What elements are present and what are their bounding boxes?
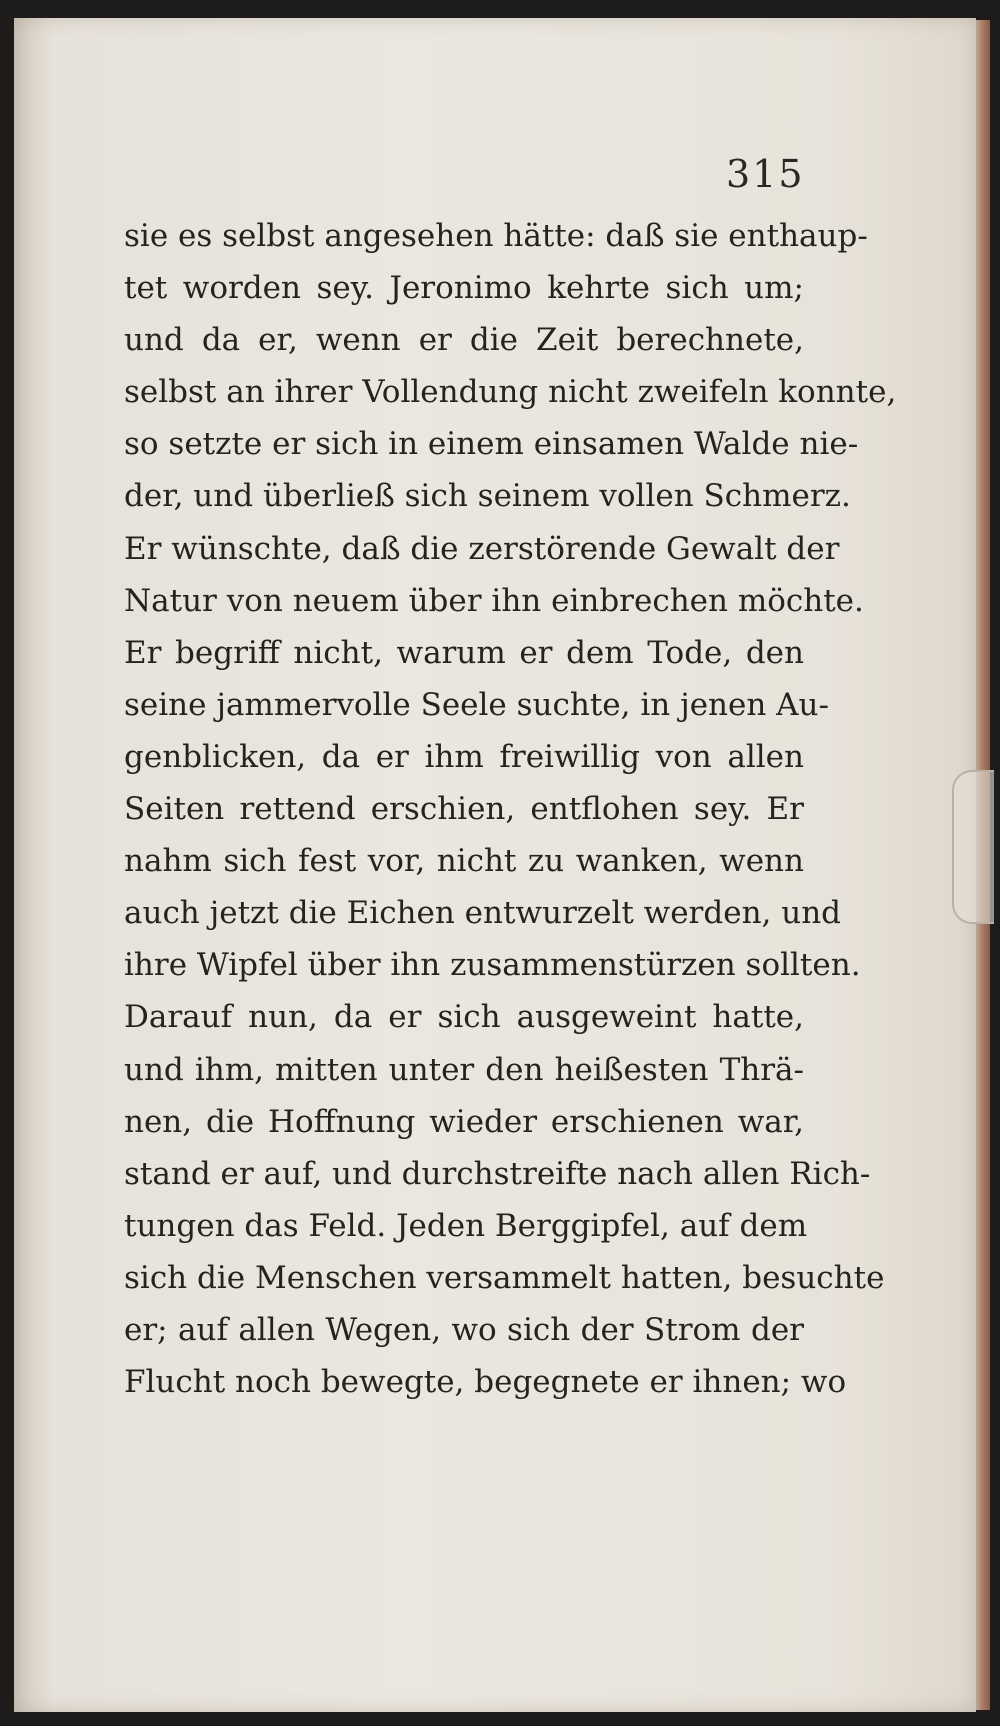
body-text xyxy=(124,210,897,1408)
text-line: tet worden sey. Jeronimo kehrte sich um; xyxy=(124,270,804,307)
text-line: der, und überließ sich seinem vollen Schmerz. xyxy=(124,478,851,515)
text-line: so setzte er sich in einem einsamen Walde nie- xyxy=(124,426,859,463)
text-line: Er wünschte, daß die zerstörende Gewalt der xyxy=(124,530,840,567)
text-line: genblicken, da er ihm freiwillig von allen xyxy=(124,738,804,775)
text-line: seine jammervolle Seele suchte, in jenen Au- xyxy=(124,686,829,723)
text-line: und da er, wenn er die Zeit berechnete, xyxy=(124,322,804,359)
text-line: Darauf nun, da er sich ausgeweint hatte, xyxy=(124,999,804,1036)
text-line: Er begriff nicht, warum er dem Tode, den xyxy=(124,634,804,671)
text-line: stand er auf, und durchstreifte nach allen Rich- xyxy=(124,1155,871,1192)
text-line: ihre Wipfel über ihn zusammenstürzen sollten. xyxy=(124,947,861,984)
text-line: Seiten rettend erschien, entflohen sey. Er xyxy=(124,791,804,828)
text-line: sich die Menschen versammelt hatten, besuchte xyxy=(124,1259,885,1296)
text-line: selbst an ihrer Vollendung nicht zweifeln konnte, xyxy=(124,374,897,411)
text-line: Flucht noch bewegte, begegnete er ihnen; wo xyxy=(124,1364,847,1401)
text-line: und ihm, mitten unter den heißesten Thrä- xyxy=(124,1051,804,1088)
page-number: 315 xyxy=(726,152,805,196)
text-line: nen, die Hoffnung wieder erschienen war, xyxy=(124,1103,804,1140)
text-line: nahm sich fest vor, nicht zu wanken, wenn xyxy=(124,843,804,880)
text-line: sie es selbst angesehen hätte: daß sie enthaup- xyxy=(124,218,868,254)
text-line: Natur von neuem über ihn einbrechen möchte. xyxy=(124,582,864,619)
text-line: er; auf allen Wegen, wo sich der Strom der xyxy=(124,1311,804,1348)
text-line: auch jetzt die Eichen entwurzelt werden, und xyxy=(124,895,842,932)
text-line: tungen das Feld. Jeden Berggipfel, auf dem xyxy=(124,1207,808,1244)
page-tab-marker xyxy=(952,770,994,924)
